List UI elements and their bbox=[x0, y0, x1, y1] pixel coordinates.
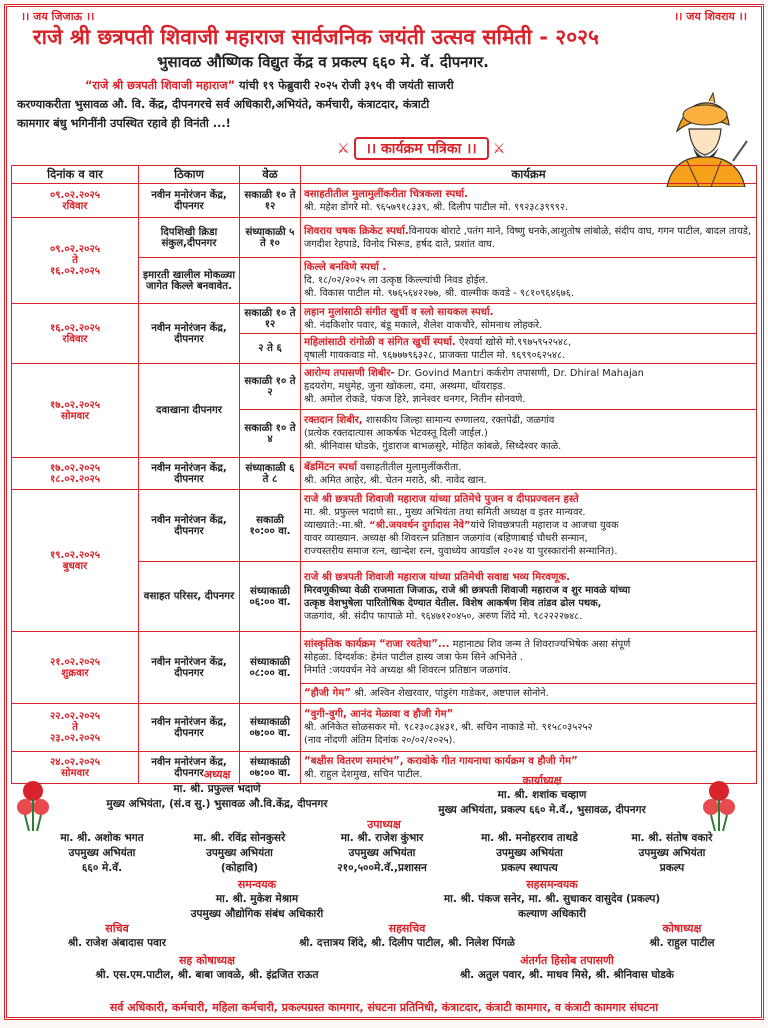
col-time: वेळ bbox=[240, 166, 301, 184]
event-doctors: Dr. Govind Mantri कर्करोग तपासणी, Dr. Dhiral Mahajan bbox=[394, 368, 644, 379]
program-patrika-badge: ।। कार्यक्रम पत्रिका ।। bbox=[354, 137, 489, 160]
table-row bbox=[12, 490, 757, 562]
event-title: किल्ले बनविणे स्पर्धा . bbox=[304, 262, 387, 273]
row-time: सकाळी १० ते १२ bbox=[240, 184, 301, 218]
table-row bbox=[12, 218, 757, 258]
event-note: (प्रत्येक रक्तदात्यास आकर्षक भेटवस्तू दिली जाईल.) bbox=[304, 428, 488, 439]
committee-co-coordinator bbox=[387, 877, 717, 922]
event-title: राजे श्री छत्रपती शिवाजी महाराज यांच्या प्रतिमेचे पुजन व दीपप्रज्वलन हस्ते bbox=[304, 494, 579, 505]
intro-line-1: यांची १९ फेब्रुवारी २०२५ रोजी ३९५ वी जयंती साजरी bbox=[235, 79, 454, 92]
president-heading: अध्यक्ष bbox=[203, 768, 231, 781]
vice-president-heading: उपाध्यक्ष bbox=[367, 818, 401, 831]
jay-shivray-tag: ।। जय शिवराय ।। bbox=[674, 10, 747, 23]
event-note: महानाट्य शिव जन्म ते शिवराज्यभिषेक असा संपूर्ण bbox=[449, 639, 631, 650]
jay-jijau-tag: ।। जय जिजाऊ ।। bbox=[21, 10, 95, 23]
president-designation: मुख्य अभियंता, (सं.व सु.) भुसावळ औ.वि.केंद्र, दीपनगर bbox=[106, 798, 328, 810]
row-day: बुधवार bbox=[62, 560, 88, 572]
event-title: “हौजी गेम” bbox=[304, 688, 352, 699]
row-place: नवीन मनोरंजन केंद्र, दीपनगर bbox=[139, 704, 240, 752]
committee-internal-audit bbox=[387, 953, 747, 983]
row-to: ते bbox=[72, 722, 78, 733]
committee-co-treasurer bbox=[37, 953, 377, 983]
vp-unit: प्रकल्प bbox=[659, 862, 685, 874]
row-time: संध्याकाळी ५ ते १० bbox=[240, 218, 301, 258]
col-place: ठिकाण bbox=[139, 166, 240, 184]
event-title: वसाहतीतील मुलामुलींकरीता चित्रकला स्पर्धा. bbox=[304, 188, 469, 200]
event-note: मिरवणुकीच्या वेळी राजमाता जिजाऊ, राजे श्री छत्रपती शिवाजी महाराज व शुर मावळे यांच्या bbox=[304, 584, 631, 596]
event-note: हृदयरोग, मधुमेह, जुना खोकला, दमा, अस्थमा, थॉयराइड. bbox=[304, 381, 506, 392]
row-date: १९.०२.२०२५ bbox=[49, 549, 101, 561]
internal-audit-heading: अंतर्गत हिसोब तपासणी bbox=[520, 954, 614, 967]
coordinator-name: मा. श्री. मुकेश मेश्राम bbox=[215, 893, 299, 905]
vp-unit: २१०,५००मे.वॅ.,प्रशासन bbox=[337, 862, 427, 874]
row-date: १६.०२.२०२५ bbox=[49, 322, 101, 334]
crossed-swords-icon: ⚔ bbox=[337, 140, 350, 157]
event-note: (नाव नोंदणी अंतिम दिनांक २०/०२/२०२५). bbox=[304, 735, 456, 746]
table-row bbox=[12, 458, 757, 490]
row-to: ते bbox=[72, 255, 78, 266]
vice-president-list bbox=[37, 831, 737, 876]
footer-invitees: सर्व अधिकारी, कर्मचारी, महिला कर्मचारी, प्रकल्पग्रस्त कामगार, संघटना प्रतिनिधी, कंत्राटदार, कंत्राटी कामगार, व कंत्राटी कामगार संघटना bbox=[109, 1001, 659, 1014]
table-header-row bbox=[12, 166, 757, 184]
vice-president bbox=[312, 831, 452, 876]
event-venue: शासकीय जिल्हा सामान्य रुग्णालय, रक्तपेढी, जळगांव bbox=[362, 415, 555, 426]
row-date: १८.०२.२०२५ bbox=[49, 473, 101, 485]
intro-quote: “राजे श्री छत्रपती शिवाजी महाराज” bbox=[85, 79, 236, 92]
row-place: वसाहत परिसर, दीपनगर bbox=[139, 562, 240, 632]
joint-secretary-heading: सहसचिव bbox=[388, 922, 426, 935]
joint-secretary-names: श्री. दत्तात्रय शिंदे, श्री. दिलीप पाटील, श्री. निलेश पिंगळे bbox=[299, 937, 515, 949]
crossed-swords-icon: ⚔ bbox=[492, 140, 506, 157]
president-name: मा. श्री. प्रफुल्ल भदाणे bbox=[173, 783, 261, 795]
committee-joint-secretary bbox=[217, 921, 597, 951]
table-row bbox=[12, 304, 757, 334]
event-title: “वुगी-वुगी, आनंद मेळावा व हौजी गेम” bbox=[304, 709, 454, 720]
event-title: आरोग्य तपासणी शिबीर- bbox=[304, 368, 395, 379]
co-coordinator-names: मा. श्री. पंकज सनेर, मा. श्री. सुधाकर वासुदेव (प्रकल्प) bbox=[443, 893, 661, 905]
row-place: नवीन मनोरंजन केंद्र, दीपनगर bbox=[139, 490, 240, 562]
vp-unit: (कोहावि) bbox=[220, 862, 259, 874]
row-place: इमारती खालील मोकळ्या जागेत किल्ले बनवावेत. bbox=[139, 258, 240, 304]
header-tags bbox=[7, 7, 761, 24]
row-date: १६.०२.२०२५ bbox=[49, 266, 101, 277]
event-contacts: श्री. अश्विन शेखरवार, पांडुरंग गाडेकर, अष्टपाल सोनोने. bbox=[351, 688, 549, 699]
event-note: निर्माते :जयवर्धन नेवे अध्यक्ष श्री शिवरत्न प्रतिष्ठान जळगांव. bbox=[304, 665, 512, 676]
row-place: नवीन मनोरंजन केंद्र, दीपनगर bbox=[139, 458, 240, 490]
row-day: रविवार bbox=[62, 200, 88, 212]
event-contacts: जळगांव, श्री. संदीप फापाळे मो. ९६४७१२०४५०, अरुण शिंदे मो. ९८२२२२७४८. bbox=[304, 610, 583, 622]
coordinator-designation: उपमुख्य औद्योगिक संबंध अधिकारी bbox=[190, 908, 324, 920]
internal-audit-names: श्री. अतुल पवार, श्री. माधव मिसे, श्री. श्रीनिवास घोडके bbox=[460, 969, 674, 981]
committee-coordinator bbox=[137, 877, 377, 922]
event-title: सांस्कृतिक कार्यक्रम “राजा रयतेचा”... bbox=[304, 639, 450, 650]
event-speaker-prefix: व्याख्याते:-मा.श्री. bbox=[304, 520, 370, 531]
vp-title: उपमुख्य अभियंता bbox=[496, 847, 563, 859]
vice-president bbox=[170, 831, 310, 876]
row-date: १७.०२.२०२५ bbox=[49, 399, 101, 411]
event-contacts: श्री. विकास पाटील मो. ९७६५६४२२७७, श्री. वाल्मीक कवडे - ९८१०९६४६७६. bbox=[304, 288, 574, 299]
intro-line-3: कामगार बंधु भगिनींनी उपस्थित रहावे ही विनंती ...! bbox=[17, 117, 231, 130]
col-program: कार्यक्रम bbox=[301, 166, 757, 184]
working-president-name: मा. श्री. शशांक चव्हाण bbox=[497, 789, 587, 801]
event-note: दि. १८/०२/२०२५ ला उत्कृष्ठ किल्ल्यांची निवड होईल. bbox=[304, 275, 489, 286]
event-contacts: श्री. श्रीनिवास घोडके, गुंडाराज बाभळसुरे, मोहित कांबळे, सिध्देश्वर काळे. bbox=[304, 441, 562, 452]
event-title: महिलांसाठी रांगोळी व संगित खुर्ची स्पर्धा. bbox=[304, 336, 456, 348]
vp-name: मा. श्री. राजेश कुंभार bbox=[340, 832, 424, 844]
row-date: २२.०२.२०२५ bbox=[49, 711, 101, 722]
event-title: राजे श्री छत्रपती शिवाजी महाराज यांच्या प्रतिमेची सवाद्य भव्य मिरवणूक. bbox=[304, 571, 571, 583]
event-contacts: श्री. महेश डोंगरे मो. ९६५७९१८३३९, श्री. दिलीप पाटील मो. ९९२३८३९९९२. bbox=[304, 201, 569, 213]
row-place: नवीन मनोरंजन केंद्र, दीपनगर bbox=[139, 632, 240, 704]
vp-name: मा. श्री. मनोहरराव ताथडे bbox=[481, 832, 578, 844]
row-date: २१.०२.२०२५ bbox=[49, 656, 101, 668]
schedule-table bbox=[11, 165, 757, 784]
event-title: लहान मुलांसाठी संगीत खुर्ची व स्लो सायकल स्पर्धा. bbox=[304, 306, 494, 318]
event-title-rest: करावोके गीत गायनाचा कार्यक्रम व हौजी गेम” bbox=[403, 755, 578, 767]
row-time: संध्याकाळी ०८:०० वा. bbox=[240, 632, 301, 704]
vp-title: उपमुख्य अभियंता bbox=[638, 847, 706, 859]
row-time: सकाळी १०:०० वा. bbox=[240, 490, 301, 562]
row-time: संध्याकाळी ०७:०० वा. bbox=[240, 752, 301, 784]
row-day: सोमवार bbox=[60, 410, 90, 422]
co-treasurer-heading: सह कोषाध्यक्ष bbox=[178, 954, 235, 967]
row-time: सकाळी १० ते २ bbox=[240, 364, 301, 410]
row-date: ०९.०२.२०२५ bbox=[49, 189, 101, 201]
event-title: शिवराय चषक क्रिकेट स्पर्धा. bbox=[304, 225, 409, 237]
vp-unit: ६६० मे.वॅ. bbox=[81, 862, 123, 874]
row-time: संध्याकाळी ०६:०० वा. bbox=[240, 562, 301, 632]
row-place: दवाखाना दीपनगर bbox=[139, 364, 240, 458]
vice-president bbox=[607, 831, 737, 876]
event-chief-guest: मा. श्री. प्रफुल्ल भदाणे सा., मुख्य अभियंता तथा समिती अध्यक्ष व इतर मान्यवर. bbox=[304, 507, 586, 518]
event-contacts: विनायक बोराटे ,पतंग माने, विष्णु धनके,आशुतोष लांबोळे, संदीप वाघ, गगन पाटील, बादल तायडे, जगदीश रेहपाडे, विनोद भिरूड, हर्षद दाते, प्रशांत वाघ. bbox=[304, 225, 751, 250]
event-speaker: “श्री.जयवर्धन दुर्गादास नेवे” bbox=[369, 520, 471, 531]
invitation-poster bbox=[4, 4, 764, 1020]
table-row bbox=[12, 364, 757, 410]
table-row bbox=[12, 184, 757, 218]
event-contacts: वृषाली गायकवाड मो. ९६७७७९६३२८, प्राजक्ता पाटील मो. ९६९९०६२५४८. bbox=[304, 349, 566, 361]
committee-treasurer bbox=[607, 921, 757, 951]
row-time: २ ते ६ bbox=[240, 334, 301, 364]
vp-title: उपमुख्य अभियंता bbox=[206, 847, 273, 859]
page-title: राजे श्री छत्रपती शिवाजी महाराज सार्वजनिक जयंती उत्सव समिती - २०२५ bbox=[33, 25, 599, 49]
working-president-heading: कार्याध्यक्ष bbox=[522, 774, 562, 787]
committee-working-president bbox=[377, 773, 707, 818]
row-date: १७.०२.२०२५ bbox=[49, 462, 101, 474]
row-time: सकाळी १० ते ४ bbox=[240, 410, 301, 458]
intro-line-2: करण्याकरीता भुसावळ औ. वि. केंद्र, दीपनगरचे सर्व अधिकारी,अभियंते, कर्मचारी, कंत्राटदार, कंत्राटी bbox=[17, 98, 430, 111]
row-time: संध्याकाळी ६ ते ८ bbox=[240, 458, 301, 490]
col-date: दिनांक व वार bbox=[12, 166, 139, 184]
co-treasurer-names: श्री. एस.एम.पाटील, श्री. बाबा जावळे, श्री. इंद्रजित राऊत bbox=[95, 969, 319, 981]
row-day: सोमवार bbox=[60, 767, 90, 779]
event-note: उत्कृष्ठ वेशभुषेला पारितोषिक देण्यात येतील. विशेष आकर्षण शिव तांडव ढोल पथक, bbox=[304, 597, 602, 609]
committee-secretary bbox=[27, 921, 207, 951]
row-time: सकाळी १० ते १२ bbox=[240, 304, 301, 334]
row-date: २४.०२.२०२५ bbox=[49, 756, 101, 768]
event-contacts: ऐश्वर्या खोसे मो.९९७५९५२५४८, bbox=[459, 336, 572, 348]
row-place: नवीन मनोरंजन केंद्र, दीपनगर bbox=[139, 752, 240, 784]
event-contacts: श्री. नंदकिशोर पवार, बंडू मकाले, शैलेश वाकचौरे, सोमनाथ लोहकरे. bbox=[304, 319, 543, 331]
coordinator-heading: समन्वयक bbox=[237, 878, 277, 891]
co-coordinator-heading: सहसमन्वयक bbox=[526, 878, 578, 891]
row-time: संध्याकाळी ०७:०० वा. bbox=[240, 704, 301, 752]
row-place: नवीन मनोरंजन केंद्र, दीपनगर bbox=[139, 184, 240, 218]
co-coordinator-designation: कल्याण अधिकारी bbox=[518, 908, 586, 920]
vp-title: उपमुख्य अभियंता bbox=[348, 847, 416, 859]
row-day: रविवार bbox=[62, 333, 88, 345]
row-place: नवीन मनोरंजन केंद्र, दीपनगर bbox=[139, 304, 240, 364]
row-place: दिपशिखी क्रिडा संकुल,दीपनगर bbox=[139, 218, 240, 258]
row-date: ०९.०२.२०२५ bbox=[49, 244, 101, 255]
committee-vice-presidents bbox=[7, 817, 761, 832]
event-title: “बक्षीस वितरण समारंभ”, bbox=[304, 755, 404, 767]
event-contacts: श्री. अमित आहेर, श्री. चेतन मराठे, श्री. नावेद खान. bbox=[304, 474, 487, 486]
secretary-name: श्री. राजेश अंबादास पवार bbox=[68, 937, 166, 949]
secretary-heading: सचिव bbox=[105, 922, 129, 935]
table-row bbox=[12, 632, 757, 684]
working-president-designation: मुख्य अभियंता, प्रकल्प ६६० मे.वॅ., भुसावळ, दीपनगर bbox=[438, 804, 646, 816]
vp-title: उपमुख्य अभियंता bbox=[68, 847, 136, 859]
event-note: वसाहतीतील मुलामुलींकरीता. bbox=[357, 461, 462, 473]
vp-unit: प्रकल्प स्थापत्य bbox=[501, 862, 558, 874]
event-note: यावर व्याख्यान. अध्यक्ष श्री शिवरत्न प्रतिष्ठान जळगांव (बहिणाबाई चौधरी सन्मान, bbox=[304, 533, 588, 544]
vice-president bbox=[455, 831, 605, 876]
program-label bbox=[337, 137, 505, 160]
table-row bbox=[12, 704, 757, 752]
vice-president bbox=[37, 831, 167, 876]
row-day: शुक्रवार bbox=[61, 667, 89, 679]
vp-name: मा. श्री. अशोक भगत bbox=[60, 832, 144, 844]
event-note: राज्यस्तरीय समाज रत्न, खान्देश रत्न, युवाध्येय आयडॉल २०२४ या पुरस्कारांनी सन्मानित). bbox=[304, 546, 618, 557]
row-date: २३.०२.२०२५ bbox=[49, 733, 101, 744]
event-title: बॅडमिंटन स्पर्धा bbox=[304, 461, 357, 473]
event-note: सोहळा. दिग्दर्शक: हेमंत पाटील हास्य जत्रा फेम सिने अभिनेते . bbox=[304, 652, 524, 663]
event-speaker-topic: यांचे शिवछत्रपती महाराज व आजचा युवक bbox=[470, 520, 619, 531]
event-contacts: श्री. अमोल रोकडे, पंकज हिरे, ज्ञानेश्वर धनगर, नितीन सोनवणे. bbox=[304, 394, 526, 405]
vp-name: मा. श्री. संतोष वकारे bbox=[631, 832, 713, 844]
committee-president bbox=[67, 767, 367, 812]
event-contacts: श्री. अनिकेत सोळसकर मो. ९८२३०८३४३१, श्री. सचिन नाकाडे मो. ९१५८०३५२५२ bbox=[304, 722, 593, 733]
vp-name: मा. श्री. रविंद्र सोनकुसरे bbox=[193, 832, 286, 844]
page-subtitle: भुसावळ औष्णिक विद्युत केंद्र व प्रकल्प ६६० मे. वॅ. दीपनगर. bbox=[157, 53, 489, 71]
event-contacts: श्री. राहुल देशमुख, सचिन पाटील. bbox=[304, 768, 423, 780]
treasurer-name: श्री. राहुल पाटील bbox=[649, 937, 715, 949]
event-title: रक्तदान शिबीर, bbox=[304, 415, 363, 426]
treasurer-heading: कोषाध्यक्ष bbox=[662, 922, 702, 935]
